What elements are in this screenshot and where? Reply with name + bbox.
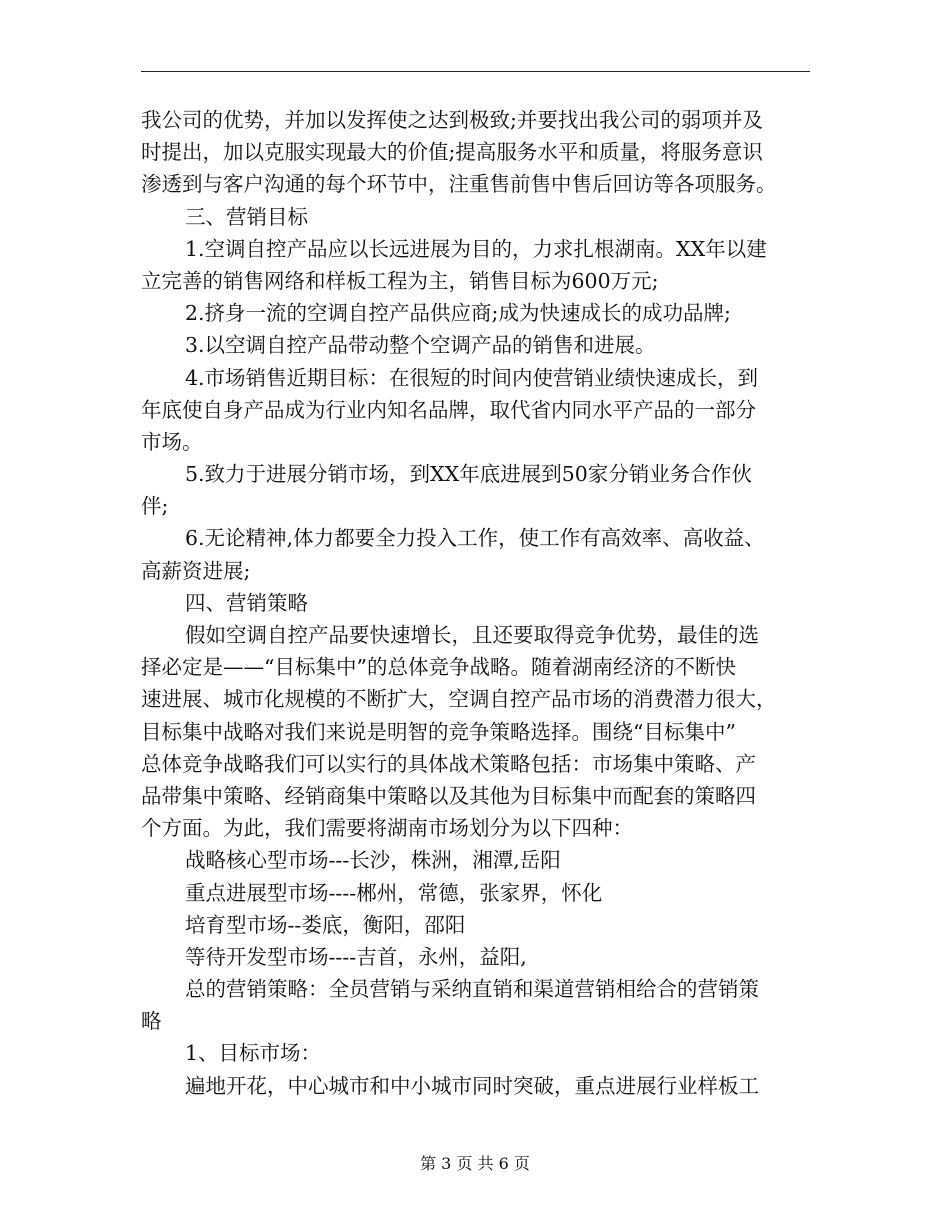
market-tier-line: 战略核心型市场---长沙，株洲，湘潭,岳阳 [185,848,561,873]
paragraph-line: 2.挤身一流的空调自控产品供应商;成为快速成长的成功品牌; [185,301,731,326]
paragraph-line: 择必定是——“目标集中”的总体竞争战略。随着湖南经济的不断快 [141,655,736,680]
paragraph-line: 4.市场销售近期目标：在很短的时间内使营销业绩快速成长，到 [185,365,759,390]
page-number-footer: 第 3 页 共 6 页 [420,1154,530,1173]
paragraph-line: 我公司的优势，并加以发挥使之达到极致;并要找出我公司的弱项并及 [141,108,763,132]
paragraph-line: 伴; [141,494,169,519]
paragraph-line: 3.以空调自控产品带动整个空调产品的销售和进展。 [185,333,656,358]
paragraph-line: 6.无论精神,体力都要全力投入工作，使工作有高效率、高收益、 [185,526,765,551]
paragraph-line: 假如空调自控产品要快速增长，且还要取得竞争优势，最佳的选 [185,623,759,647]
paragraph-line: 总体竞争战略我们可以实行的具体战术策略包括：市场集中策略、产 [141,751,756,776]
paragraph-line: 高薪资进展; [141,558,251,583]
paragraph-line: 市场。 [141,429,203,454]
section-heading-marketing-goals: 三、营销目标 [185,204,308,229]
paragraph-line: 总的营销策略：全员营销与采纳直销和渠道营销相给合的营销策 [185,977,759,1002]
header-rule [141,71,810,72]
market-tier-line: 培育型市场--娄底，衡阳，邵阳 [185,912,466,937]
paragraph-line: 遍地开花，中心城市和中小城市同时突破，重点进展行业样板工 [185,1073,759,1098]
paragraph-line: 目标集中战略对我们来说是明智的竞争策略选择。围绕“目标集中” [141,719,736,744]
paragraph-line: 5.致力于进展分销市场，到XX年底进展到50家分销业务合作伙 [185,462,752,487]
paragraph-line: 渗透到与客户沟通的每个环节中，注重售前售中售后回访等各项服务。 [141,172,777,197]
paragraph-line: 时提出，加以克服实现最大的价值;提高服务水平和质量，将服务意识 [141,140,763,165]
body-text [141,104,813,1102]
subsection-heading-target-market: 1、目标市场： [185,1041,322,1066]
paragraph-line: 略 [141,1009,162,1034]
paragraph-line: 品带集中策略、经销商集中策略以及其他为目标集中而配套的策略四 [141,783,756,808]
paragraph-line: 个方面。为此，我们需要将湖南市场划分为以下四种： [141,816,633,841]
paragraph-line: 速进展、城市化规模的不断扩大，空调自控产品市场的消费潜力很大， [141,687,777,712]
paragraph-line: 立完善的销售网络和样板工程为主，销售目标为600万元; [141,268,659,293]
section-heading-marketing-strategy: 四、营销策略 [185,590,308,615]
market-tier-line: 重点进展型市场----郴州，常德，张家界，怀化 [185,880,603,905]
market-tier-line: 等待开发型市场----吉首，永州，益阳, [185,944,527,969]
paragraph-line: 1.空调自控产品应以长远进展为目的，力求扎根湖南。XX年以建 [185,236,767,261]
paragraph-line: 年底使自身产品成为行业内知名品牌，取代省内同水平产品的一部分 [141,397,756,422]
